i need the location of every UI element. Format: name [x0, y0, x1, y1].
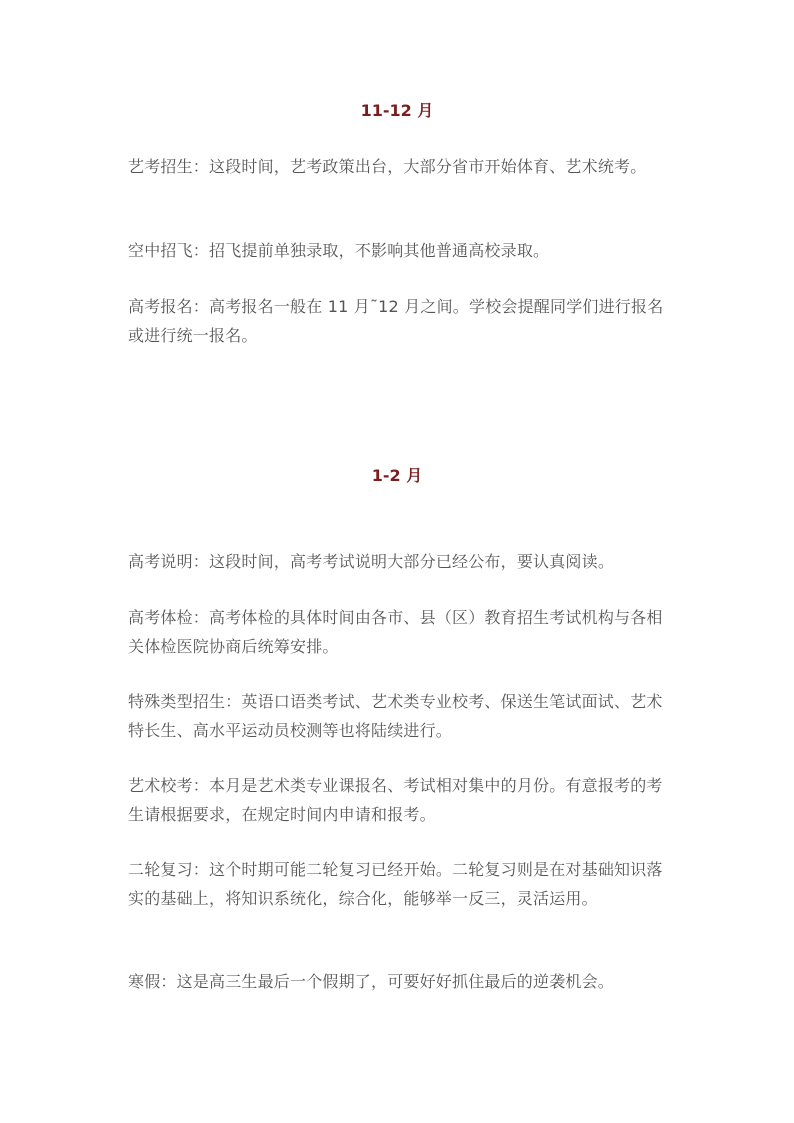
- paragraph-text: 高考体检的具体时间由各市、县（区）教育招生考试机构与各相关体检医院协商后统筹安排。: [128, 608, 663, 656]
- paragraph-second-review: [128, 855, 673, 913]
- paragraph-text: 高考报名一般在 11 月˜12 月之间。学校会提醒同学们进行报名或进行统一报名。: [128, 297, 664, 345]
- section-heading-jan-feb: 1-2 月: [371, 466, 423, 485]
- paragraph-text: 这段时间，艺考政策出台，大部分省市开始体育、艺术统考。: [209, 157, 647, 176]
- paragraph-art-school-exam: [128, 771, 673, 829]
- section-heading-nov-dec: 11-12 月: [360, 101, 434, 120]
- paragraph-text: 本月是艺术类专业课报名、考试相对集中的月份。有意报考的考生请根据要求，在规定时间内申请和报考。: [128, 776, 663, 824]
- paragraph-label: 二轮复习：: [128, 860, 210, 879]
- paragraph-physical-exam: [128, 603, 673, 661]
- paragraph-text: 英语口语类考试、艺术类专业校考、保送生笔试面试、艺术特长生、高水平运动员校测等也将陆续进行。: [128, 692, 663, 740]
- paragraph-text: 这个时期可能二轮复习已经开始。二轮复习则是在对基础知识落实的基础上，将知识系统化，综合化，能够举一反三，灵活运用。: [128, 860, 663, 908]
- paragraph-text: 这段时间，高考考试说明大部分已经公布，要认真阅读。: [209, 552, 615, 571]
- paragraph-exam-description: [128, 547, 673, 576]
- paragraph-label: 高考说明：: [128, 552, 210, 571]
- paragraph-text: 招飞提前单独录取，不影响其他普通高校录取。: [209, 241, 550, 260]
- paragraph-label: 空中招飞：: [128, 241, 210, 260]
- paragraph-label: 艺考招生：: [128, 157, 210, 176]
- paragraph-art-exam-enrollment: [128, 152, 673, 181]
- paragraph-label: 寒假：: [128, 972, 177, 991]
- paragraph-winter-break: [128, 967, 673, 996]
- paragraph-label: 艺术校考：: [128, 776, 210, 795]
- paragraph-label: 特殊类型招生：: [128, 692, 242, 711]
- paragraph-pilot-recruitment: [128, 236, 673, 265]
- paragraph-label: 高考体检：: [128, 608, 210, 627]
- paragraph-gaokao-registration: [128, 292, 673, 350]
- paragraph-text: 这是高三生最后一个假期了，可要好好抓住最后的逆袭机会。: [176, 972, 615, 991]
- paragraph-label: 高考报名：: [128, 297, 210, 316]
- paragraph-special-admission: [128, 687, 673, 745]
